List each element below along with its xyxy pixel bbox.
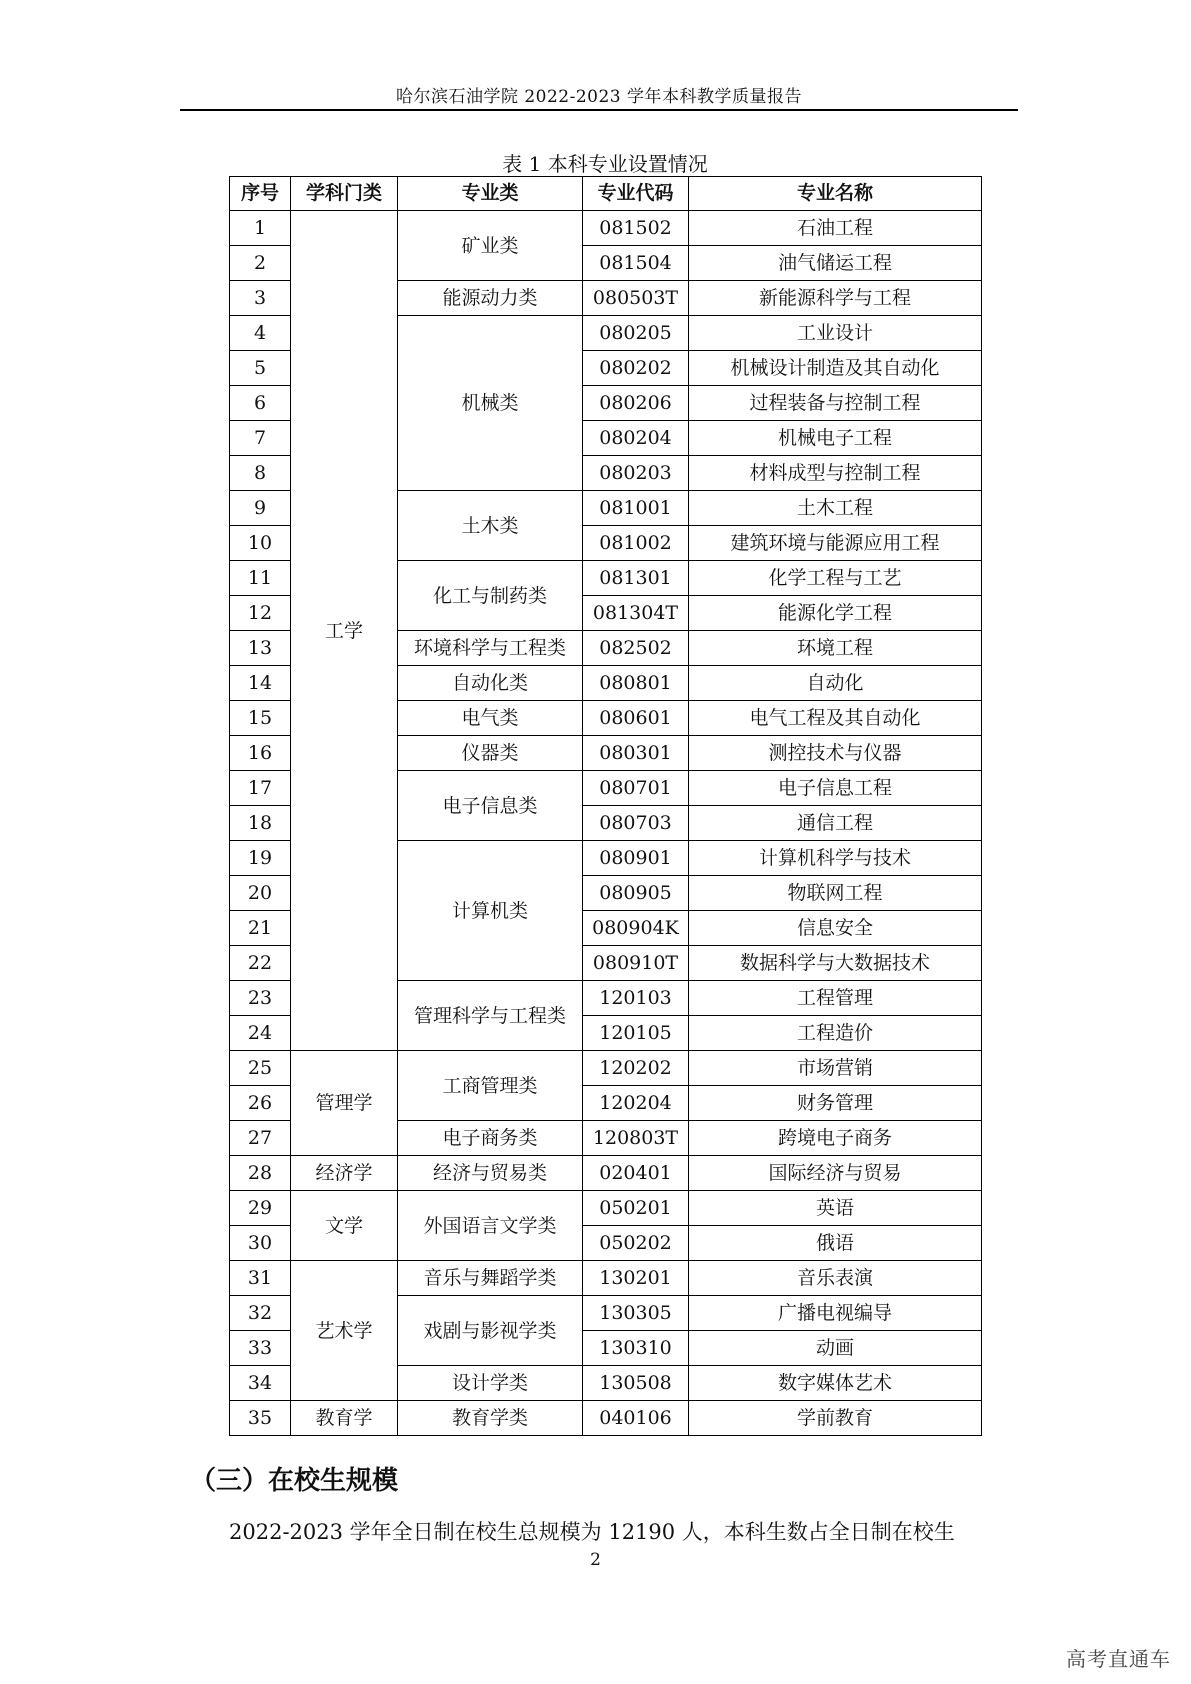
row-no: 22 xyxy=(230,946,291,981)
row-no: 13 xyxy=(230,631,291,666)
major-name-cell: 广播电视编导 xyxy=(689,1296,982,1331)
major-name-cell: 数据科学与大数据技术 xyxy=(689,946,982,981)
table-row xyxy=(230,1156,982,1191)
major-name-cell: 机械设计制造及其自动化 xyxy=(689,351,982,386)
row-no: 3 xyxy=(230,281,291,316)
category-cell: 计算机类 xyxy=(398,841,583,981)
major-name-cell: 测控技术与仪器 xyxy=(689,736,982,771)
category-cell: 音乐与舞蹈学类 xyxy=(398,1261,583,1296)
code-cell: 050201 xyxy=(583,1191,689,1226)
major-name-cell: 能源化学工程 xyxy=(689,596,982,631)
category-cell: 设计学类 xyxy=(398,1366,583,1401)
major-name-cell: 俄语 xyxy=(689,1226,982,1261)
major-name-cell: 环境工程 xyxy=(689,631,982,666)
code-cell: 080901 xyxy=(583,841,689,876)
header-no: 序号 xyxy=(230,177,291,211)
category-cell: 工商管理类 xyxy=(398,1051,583,1121)
major-name-cell: 工业设计 xyxy=(689,316,982,351)
major-name-cell: 音乐表演 xyxy=(689,1261,982,1296)
row-no: 10 xyxy=(230,526,291,561)
header-discipline: 学科门类 xyxy=(291,177,398,211)
category-cell: 电子信息类 xyxy=(398,771,583,841)
table-row xyxy=(230,1261,982,1296)
table-caption: 表 1 本科专业设置情况 xyxy=(502,152,708,176)
code-cell: 080205 xyxy=(583,316,689,351)
row-no: 1 xyxy=(230,211,291,246)
code-cell: 080301 xyxy=(583,736,689,771)
row-no: 26 xyxy=(230,1086,291,1121)
row-no: 31 xyxy=(230,1261,291,1296)
row-no: 6 xyxy=(230,386,291,421)
category-cell: 电子商务类 xyxy=(398,1121,583,1156)
watermark-text: 高考直通车 xyxy=(1066,1647,1171,1671)
major-name-cell: 电子信息工程 xyxy=(689,771,982,806)
code-cell: 130201 xyxy=(583,1261,689,1296)
major-name-cell: 过程装备与控制工程 xyxy=(689,386,982,421)
code-cell: 020401 xyxy=(583,1156,689,1191)
discipline-cell: 经济学 xyxy=(291,1156,398,1191)
major-name-cell: 新能源科学与工程 xyxy=(689,281,982,316)
code-cell: 120803T xyxy=(583,1121,689,1156)
code-cell: 080203 xyxy=(583,456,689,491)
major-name-cell: 工程管理 xyxy=(689,981,982,1016)
category-cell: 仪器类 xyxy=(398,736,583,771)
row-no: 23 xyxy=(230,981,291,1016)
row-no: 25 xyxy=(230,1051,291,1086)
code-cell: 130305 xyxy=(583,1296,689,1331)
row-no: 29 xyxy=(230,1191,291,1226)
header-code: 专业代码 xyxy=(583,177,689,211)
code-cell: 080206 xyxy=(583,386,689,421)
category-cell: 经济与贸易类 xyxy=(398,1156,583,1191)
major-name-cell: 跨境电子商务 xyxy=(689,1121,982,1156)
table-row xyxy=(230,1401,982,1436)
category-cell: 化工与制药类 xyxy=(398,561,583,631)
page-header-title: 哈尔滨石油学院 2022-2023 学年本科教学质量报告 xyxy=(395,87,803,107)
category-cell: 土木类 xyxy=(398,491,583,561)
major-name-cell: 电气工程及其自动化 xyxy=(689,701,982,736)
row-no: 15 xyxy=(230,701,291,736)
category-cell: 教育学类 xyxy=(398,1401,583,1436)
major-name-cell: 物联网工程 xyxy=(689,876,982,911)
row-no: 9 xyxy=(230,491,291,526)
major-name-cell: 信息安全 xyxy=(689,911,982,946)
major-name-cell: 材料成型与控制工程 xyxy=(689,456,982,491)
major-name-cell: 油气储运工程 xyxy=(689,246,982,281)
row-no: 8 xyxy=(230,456,291,491)
row-no: 20 xyxy=(230,876,291,911)
code-cell: 081304T xyxy=(583,596,689,631)
row-no: 7 xyxy=(230,421,291,456)
major-name-cell: 市场营销 xyxy=(689,1051,982,1086)
code-cell: 080703 xyxy=(583,806,689,841)
category-cell: 戏剧与影视学类 xyxy=(398,1296,583,1366)
code-cell: 080905 xyxy=(583,876,689,911)
code-cell: 120202 xyxy=(583,1051,689,1086)
category-cell: 管理科学与工程类 xyxy=(398,981,583,1051)
category-cell: 矿业类 xyxy=(398,211,583,281)
major-name-cell: 计算机科学与技术 xyxy=(689,841,982,876)
row-no: 30 xyxy=(230,1226,291,1261)
category-cell: 环境科学与工程类 xyxy=(398,631,583,666)
row-no: 14 xyxy=(230,666,291,701)
row-no: 24 xyxy=(230,1016,291,1051)
discipline-cell: 艺术学 xyxy=(291,1261,398,1401)
category-cell: 电气类 xyxy=(398,701,583,736)
code-cell: 081301 xyxy=(583,561,689,596)
row-no: 2 xyxy=(230,246,291,281)
code-cell: 120105 xyxy=(583,1016,689,1051)
major-name-cell: 学前教育 xyxy=(689,1401,982,1436)
major-name-cell: 化学工程与工艺 xyxy=(689,561,982,596)
code-cell: 080904K xyxy=(583,911,689,946)
major-name-cell: 建筑环境与能源应用工程 xyxy=(689,526,982,561)
major-name-cell: 英语 xyxy=(689,1191,982,1226)
majors-table xyxy=(229,176,982,1436)
code-cell: 080801 xyxy=(583,666,689,701)
major-name-cell: 财务管理 xyxy=(689,1086,982,1121)
section-heading: （三）在校生规模 xyxy=(190,1466,399,1496)
code-cell: 080701 xyxy=(583,771,689,806)
code-cell: 080910T xyxy=(583,946,689,981)
discipline-cell: 管理学 xyxy=(291,1051,398,1156)
row-no: 28 xyxy=(230,1156,291,1191)
row-no: 19 xyxy=(230,841,291,876)
major-name-cell: 通信工程 xyxy=(689,806,982,841)
major-name-cell: 土木工程 xyxy=(689,491,982,526)
major-name-cell: 国际经济与贸易 xyxy=(689,1156,982,1191)
row-no: 21 xyxy=(230,911,291,946)
row-no: 32 xyxy=(230,1296,291,1331)
code-cell: 120103 xyxy=(583,981,689,1016)
table-row xyxy=(230,1051,982,1086)
row-no: 5 xyxy=(230,351,291,386)
code-cell: 080202 xyxy=(583,351,689,386)
category-cell: 自动化类 xyxy=(398,666,583,701)
header-major-name: 专业名称 xyxy=(689,177,982,211)
code-cell: 080601 xyxy=(583,701,689,736)
code-cell: 082502 xyxy=(583,631,689,666)
discipline-cell: 教育学 xyxy=(291,1401,398,1436)
row-no: 12 xyxy=(230,596,291,631)
category-cell: 机械类 xyxy=(398,316,583,491)
header-rule xyxy=(180,109,1018,111)
row-no: 17 xyxy=(230,771,291,806)
major-name-cell: 数字媒体艺术 xyxy=(689,1366,982,1401)
code-cell: 130508 xyxy=(583,1366,689,1401)
major-name-cell: 工程造价 xyxy=(689,1016,982,1051)
row-no: 34 xyxy=(230,1366,291,1401)
row-no: 27 xyxy=(230,1121,291,1156)
code-cell: 081502 xyxy=(583,211,689,246)
code-cell: 081001 xyxy=(583,491,689,526)
code-cell: 080503T xyxy=(583,281,689,316)
category-cell: 外国语言文学类 xyxy=(398,1191,583,1261)
discipline-cell: 工学 xyxy=(291,211,398,1051)
code-cell: 050202 xyxy=(583,1226,689,1261)
code-cell: 081504 xyxy=(583,246,689,281)
table-row xyxy=(230,1191,982,1226)
row-no: 16 xyxy=(230,736,291,771)
row-no: 33 xyxy=(230,1331,291,1366)
code-cell: 120204 xyxy=(583,1086,689,1121)
code-cell: 080204 xyxy=(583,421,689,456)
code-cell: 040106 xyxy=(583,1401,689,1436)
page-number: 2 xyxy=(590,1550,601,1570)
code-cell: 081002 xyxy=(583,526,689,561)
discipline-cell: 文学 xyxy=(291,1191,398,1261)
category-cell: 能源动力类 xyxy=(398,281,583,316)
major-name-cell: 动画 xyxy=(689,1331,982,1366)
code-cell: 130310 xyxy=(583,1331,689,1366)
major-name-cell: 机械电子工程 xyxy=(689,421,982,456)
row-no: 35 xyxy=(230,1401,291,1436)
table-header-row xyxy=(230,177,982,211)
header-category: 专业类 xyxy=(398,177,583,211)
row-no: 4 xyxy=(230,316,291,351)
table-row xyxy=(230,211,982,246)
major-name-cell: 石油工程 xyxy=(689,211,982,246)
row-no: 18 xyxy=(230,806,291,841)
row-no: 11 xyxy=(230,561,291,596)
major-name-cell: 自动化 xyxy=(689,666,982,701)
body-paragraph: 2022-2023 学年全日制在校生总规模为 12190 人，本科生数占全日制在校生 xyxy=(229,1520,955,1544)
